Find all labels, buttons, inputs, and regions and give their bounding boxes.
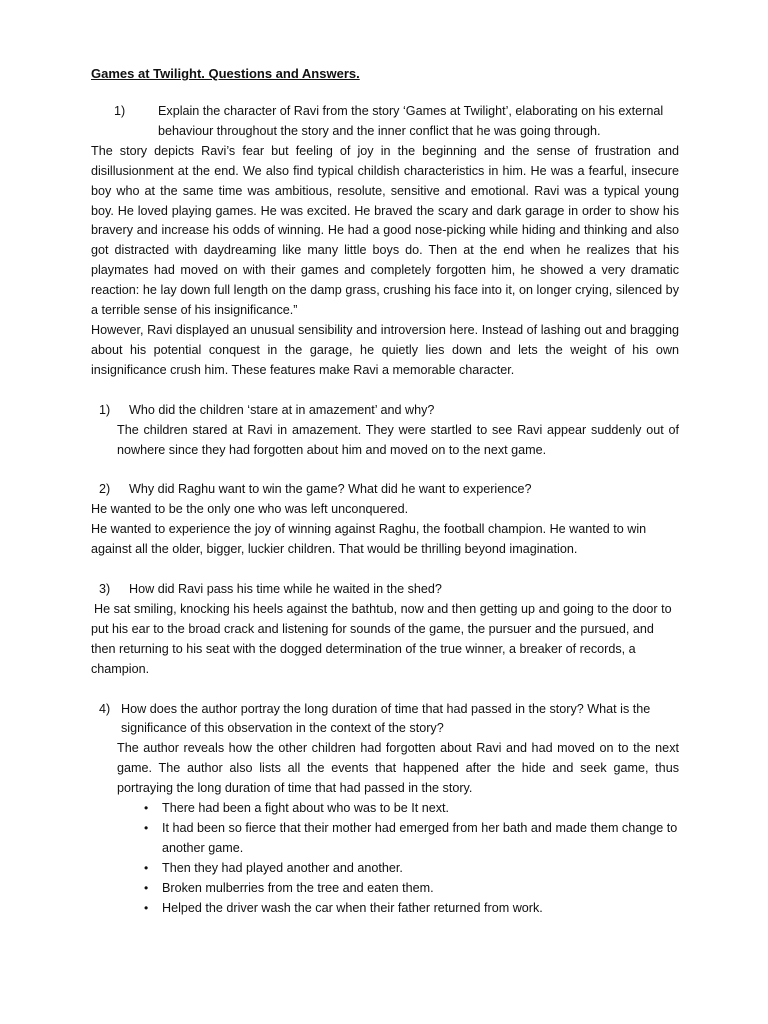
question-2 <box>91 401 679 421</box>
question-3 <box>91 480 679 500</box>
question-4 <box>91 580 679 600</box>
bullet-icon: • <box>144 880 149 895</box>
list-item: • There had been a fight about who was to be It next. <box>91 799 679 819</box>
question-2-text: Who did the children ‘stare at in amazement’ and why? <box>129 402 435 417</box>
question-3-text: Why did Raghu want to win the game? What did he want to experience? <box>129 482 532 497</box>
document-title: Games at Twilight. Questions and Answers. <box>91 66 360 81</box>
list-item: • Then they had played another and another. <box>91 859 679 879</box>
answer-5: The author reveals how the other children had forgotten about Ravi and had moved on to the next game. The author also lists all the events that happened after the hide and seek game, thus portraying the long duration of time that had passed in the story. <box>117 741 679 796</box>
question-5 <box>91 700 679 740</box>
question-1-text: Explain the character of Ravi from the story ‘Games at Twilight’, elaborating on his external behaviour throughout the story and the inner conflict that he was going through. <box>158 104 664 138</box>
answer-4: He sat smiling, knocking his heels against the bathtub, now and then getting up and going to the door to put his ear to the broad crack and listening for sounds of the game, the pursuer and the pursued, and then returning to his seat with the dogged determination of the true winner, a breaker of records, a champion. <box>91 601 672 676</box>
answer-1-paragraph-1: The story depicts Ravi’s fear but feeling of joy in the beginning and the sense of frustration and disillusionment at the end. We also find typical childish characteristics in him. He was a fearful, insecure boy who at the same time was ambitious, resolute, sensitive and emotional. Ravi was a typical young boy. He loved playing games. He was excited. He braved the scary and dark garage in order to show his bravery and increase his odds of winning. He had a good nose-picking while hiding and thinking and also got distracted with daydreaming like many little boys do. Then at the end when he realizes that his playmates had moved on with their games and completely forgotten him, he showed a very dramatic reaction: he lay down full length on the damp grass, crushing his face into it, on longer crying, silenced by a terrible sense of his insignificance.” <box>91 143 679 318</box>
answer-2: The children stared at Ravi in amazement. They were startled to see Ravi appear suddenly out of nowhere since they had forgotten about him and moved on to the next game. <box>117 422 679 457</box>
list-item: • It had been so fierce that their mother had emerged from her bath and made them change to another game. <box>144 821 678 855</box>
list-item: • Broken mulberries from the tree and eaten them. <box>91 879 679 899</box>
question-5-text: How does the author portray the long duration of time that had passed in the story? What is the significance of this observation in the context of the story? <box>121 701 651 736</box>
bullet-icon: • <box>144 801 149 816</box>
answer-3-paragraph-2: He wanted to experience the joy of winning against Raghu, the football champion. He wanted to win against all the older, bigger, luckier children. That would be thrilling beyond imagination. <box>91 522 647 557</box>
list-item: • Helped the driver wash the car when their father returned from work. <box>91 899 679 919</box>
document-body <box>91 102 679 919</box>
question-4-number: 3) <box>99 582 111 597</box>
bullet-icon: • <box>144 821 149 835</box>
question-1-number: 1) <box>114 104 126 118</box>
question-3-number: 2) <box>99 482 111 497</box>
bullet-icon: • <box>144 900 149 915</box>
event-list <box>91 799 679 918</box>
question-2-number: 1) <box>99 402 111 417</box>
answer-3-paragraph-1: He wanted to be the only one who was left unconquered. <box>91 502 409 517</box>
question-4-text: How did Ravi pass his time while he waited in the shed? <box>129 582 442 597</box>
question-5-number: 4) <box>99 701 111 716</box>
bullet-icon: • <box>144 860 149 875</box>
question-1 <box>91 102 679 142</box>
answer-1-paragraph-2: However, Ravi displayed an unusual sensibility and introversion here. Instead of lashing out and bragging about his potential conquest in the garage, he quietly lies down and lets the weight of his own insignificance crush him. These features make Ravi a memorable character. <box>91 322 679 377</box>
